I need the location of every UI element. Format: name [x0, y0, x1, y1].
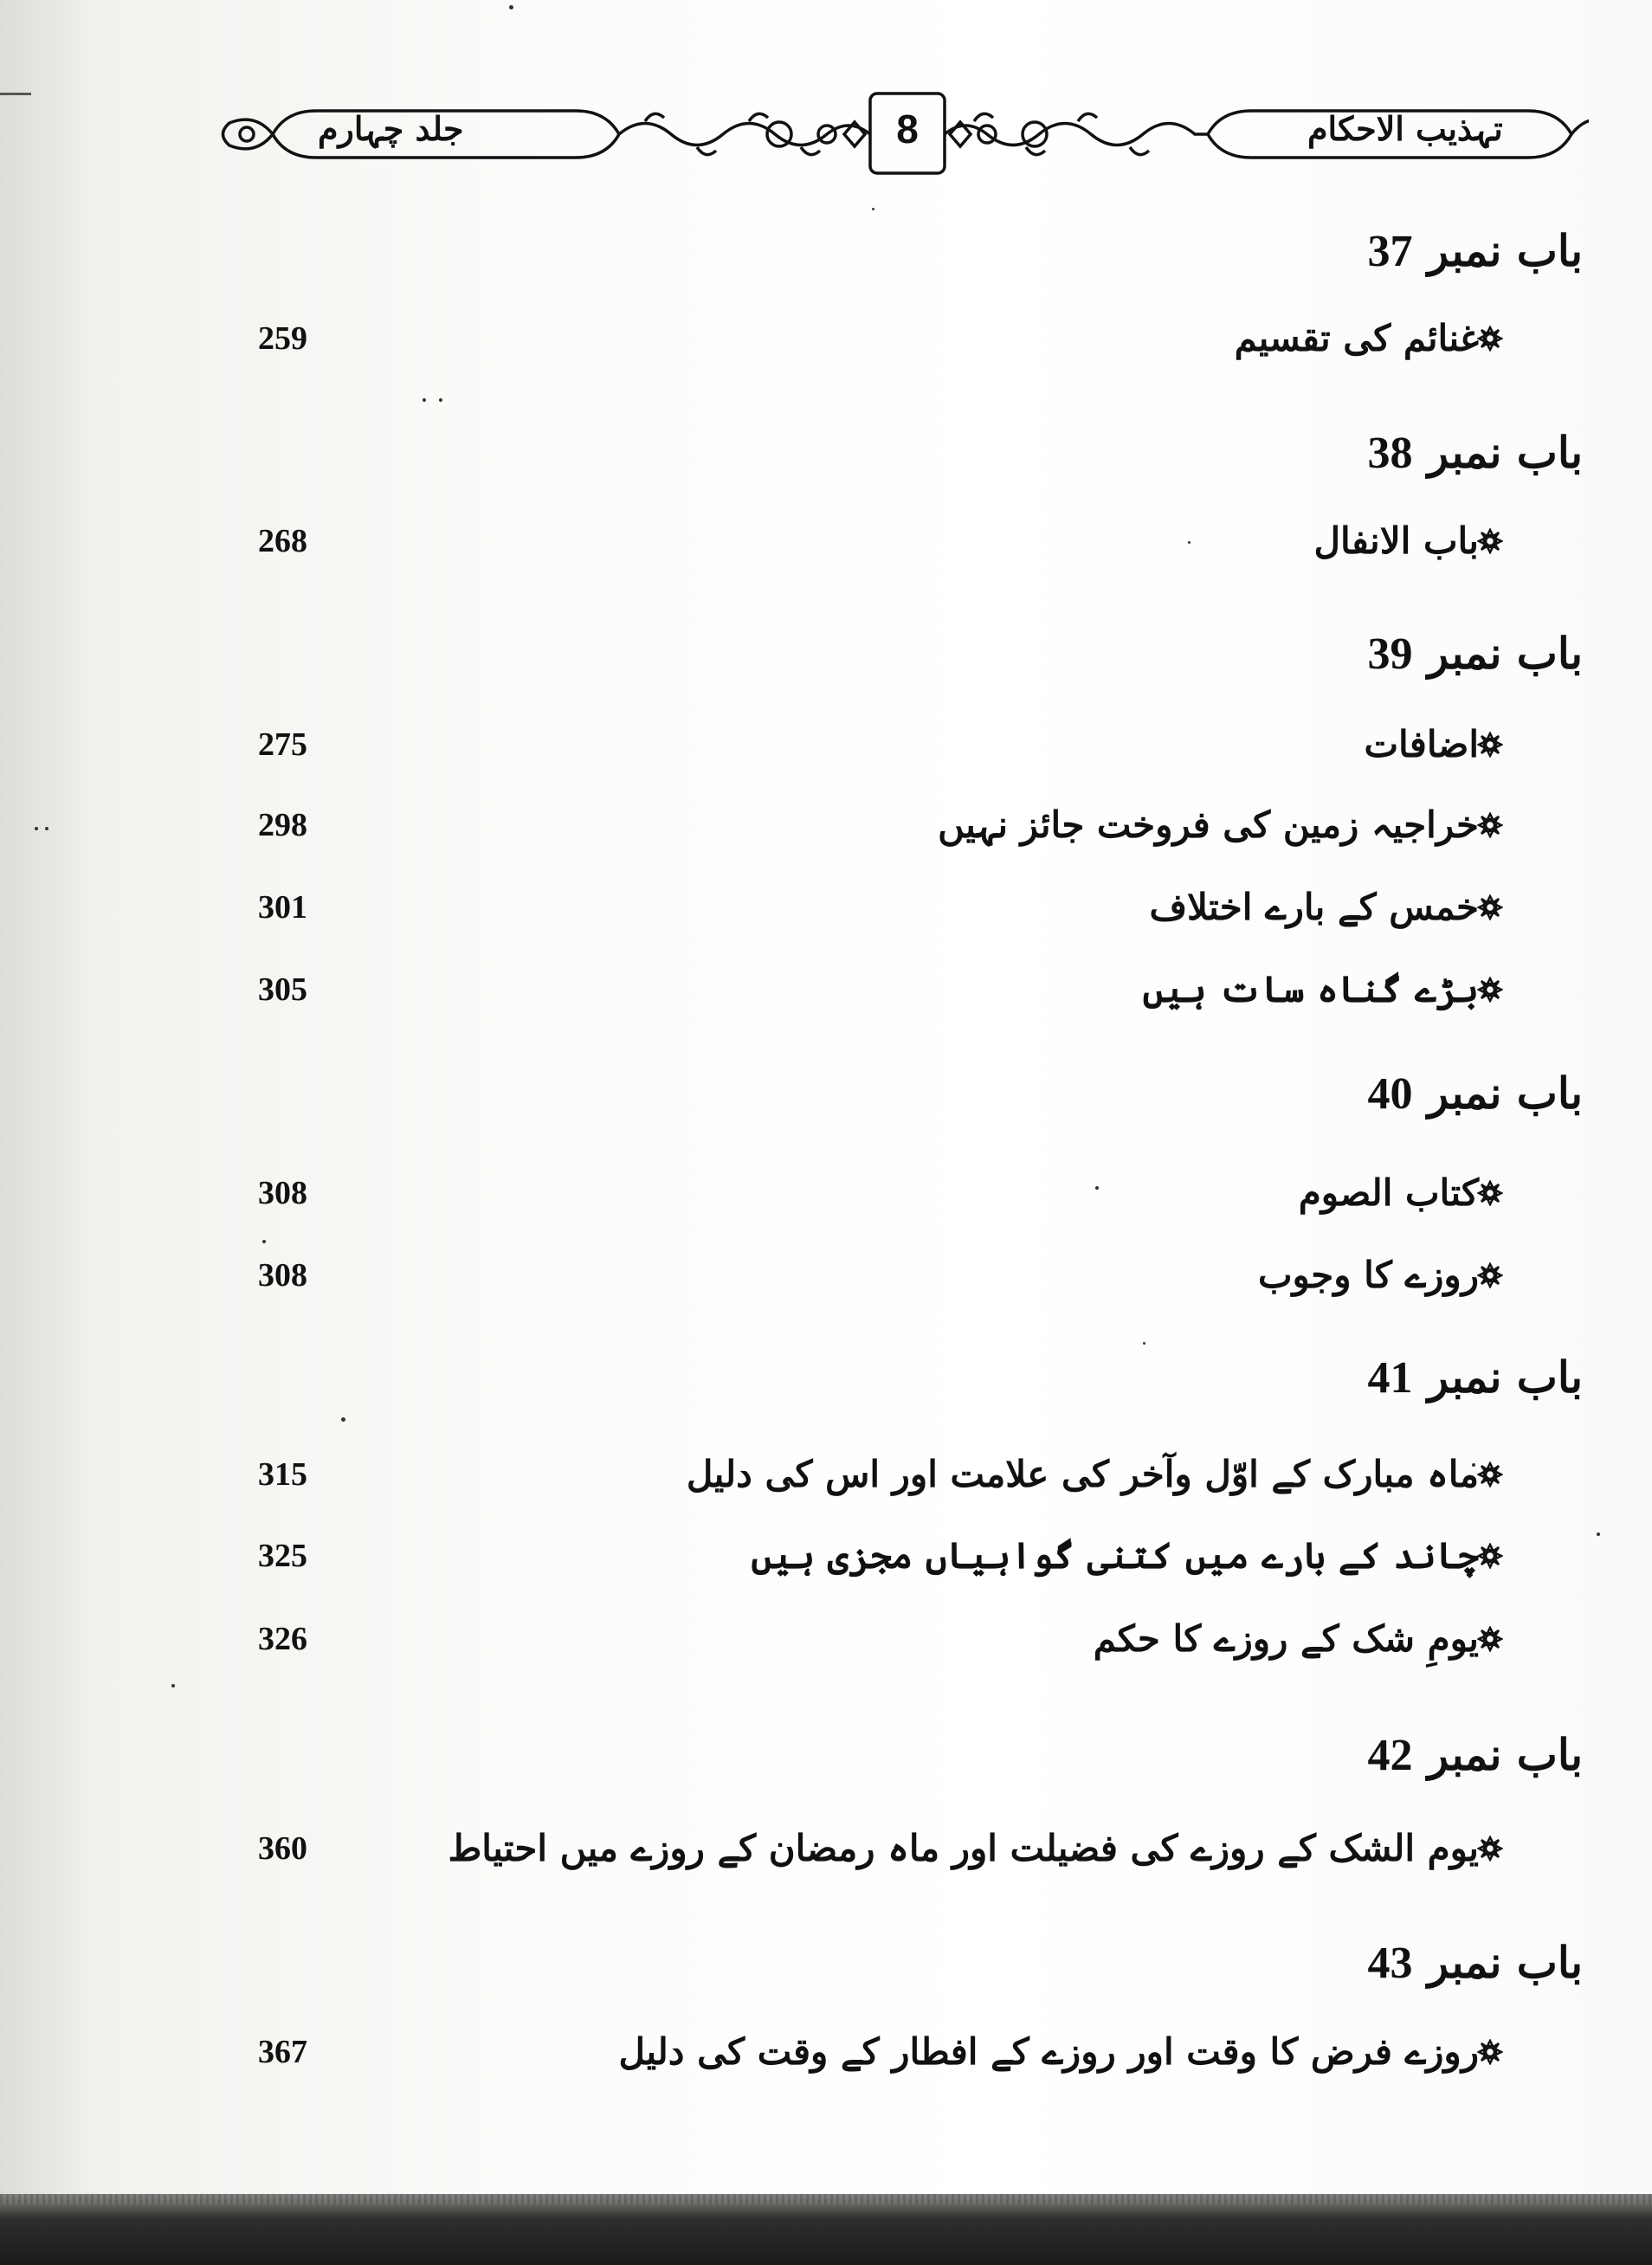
- chapter-number: 41: [1367, 1353, 1413, 1403]
- chapter-label: باب نمبر: [1427, 427, 1583, 478]
- entry-title: کتاب الصوم: [1298, 1171, 1479, 1214]
- entry-title: یومِ شک کے روزے کا حکم: [1093, 1617, 1479, 1660]
- toc-entry[interactable]: [0, 1609, 1652, 1669]
- toc-entry[interactable]: [0, 1245, 1652, 1306]
- entry-page-number: 326: [258, 1621, 307, 1657]
- scan-speck: [423, 398, 426, 402]
- toc-entry[interactable]: [0, 795, 1652, 855]
- flower-bullet-icon: [1477, 1626, 1503, 1652]
- scan-speck: [439, 398, 442, 402]
- chapter-heading: [1367, 623, 1583, 685]
- toc-entry[interactable]: [0, 1818, 1652, 1879]
- chapter-label: باب نمبر: [1427, 1937, 1583, 1988]
- entry-title: ماہ مبارک کے اوّل وآخر کی علامت اور اس کی دلیل: [686, 1453, 1479, 1495]
- toc-entry[interactable]: [0, 1526, 1652, 1586]
- entry-title: یوم الشک کے روزے کی فضیلت اور ماہ رمضان کے روزے میں احتیاط: [448, 1827, 1479, 1869]
- scan-speck: [341, 1417, 345, 1422]
- chapter-label: باب نمبر: [1427, 225, 1583, 276]
- flower-bullet-icon: [1477, 977, 1503, 1003]
- chapter-number: 37: [1367, 227, 1413, 276]
- chapter-heading: [1367, 221, 1583, 282]
- chapter-heading: [1367, 423, 1583, 484]
- entry-page-number: 301: [258, 889, 307, 926]
- scan-speck: [171, 1684, 175, 1687]
- entry-page-number: 315: [258, 1456, 307, 1493]
- flower-bullet-icon: [1477, 1543, 1503, 1569]
- chapter-number: 40: [1367, 1069, 1413, 1119]
- toc-entry[interactable]: [0, 877, 1652, 938]
- book-title: تہذیب الاحکام: [1307, 109, 1503, 148]
- entry-page-number: 367: [258, 2034, 307, 2070]
- scan-speck: [1143, 1342, 1145, 1345]
- chapter-number: 42: [1367, 1731, 1413, 1780]
- flower-bullet-icon: [1477, 812, 1503, 838]
- chapter-heading: [1367, 1347, 1583, 1409]
- chapter-number: 43: [1367, 1939, 1413, 1988]
- page-header: [212, 87, 1589, 182]
- scan-speck: [872, 208, 874, 210]
- entry-title: روزے فرض کا وقت اور روزے کے افطار کے وقت کی دلیل: [618, 2030, 1479, 2073]
- volume-title: جلد چہارم: [318, 109, 464, 148]
- flower-bullet-icon: [1477, 1262, 1503, 1288]
- flower-bullet-icon: [1477, 1462, 1503, 1487]
- toc-entry[interactable]: [0, 959, 1652, 1020]
- chapter-label: باب نمبر: [1427, 1352, 1583, 1403]
- flower-bullet-icon: [1477, 1180, 1503, 1206]
- chapter-heading: [1367, 1063, 1583, 1125]
- toc-entry[interactable]: [0, 714, 1652, 775]
- chapter-label: باب نمبر: [1427, 1068, 1583, 1119]
- chapter-label: باب نمبر: [1427, 1729, 1583, 1780]
- entry-page-number: 298: [258, 807, 307, 843]
- entry-page-number: 325: [258, 1538, 307, 1574]
- chapter-number: 39: [1367, 629, 1413, 679]
- flower-bullet-icon: [1477, 894, 1503, 920]
- chapter-heading: [1367, 1933, 1583, 1994]
- entry-page-number: 308: [258, 1257, 307, 1294]
- scan-speck: [262, 1240, 266, 1243]
- entry-title: روزے کا وجوب: [1258, 1254, 1479, 1296]
- entry-page-number: 268: [258, 523, 307, 559]
- flower-bullet-icon: [1477, 732, 1503, 758]
- entry-title: غنائم کی تقسیم: [1234, 317, 1479, 359]
- entry-title: باب الانفال: [1313, 519, 1479, 562]
- entry-page-number: 308: [258, 1175, 307, 1211]
- chapter-heading: [1367, 1725, 1583, 1786]
- scan-speck: [509, 5, 513, 10]
- entry-title: خمس کے بارے اختلاف: [1149, 886, 1479, 928]
- toc-entry[interactable]: [0, 511, 1652, 571]
- entry-page-number: 360: [258, 1830, 307, 1867]
- entry-title: بڑے گناہ سات ہیں: [1142, 968, 1479, 1010]
- entry-title: اضافات: [1364, 723, 1479, 765]
- toc-entry[interactable]: [0, 1444, 1652, 1505]
- toc-entry[interactable]: [0, 1163, 1652, 1223]
- entry-page-number: 275: [258, 726, 307, 763]
- flower-bullet-icon: [1477, 528, 1503, 554]
- scanner-shadow-band: [0, 2194, 1652, 2265]
- flower-bullet-icon: [1477, 326, 1503, 352]
- entry-title: چاند کے بارے میں کتنی گواہیاں مجزی ہیں: [751, 1534, 1479, 1577]
- chapter-number: 38: [1367, 429, 1413, 478]
- chapter-label: باب نمبر: [1427, 628, 1583, 679]
- toc-entry[interactable]: [0, 2022, 1652, 2082]
- page-number: 8: [896, 106, 919, 152]
- entry-page-number: 259: [258, 320, 307, 357]
- flower-bullet-icon: [1477, 1836, 1503, 1862]
- scan-edge-mark: [0, 93, 31, 95]
- flower-bullet-icon: [1477, 2039, 1503, 2065]
- entry-title: خراجیہ زمین کی فروخت جائز نہیں: [938, 803, 1479, 846]
- entry-page-number: 305: [258, 971, 307, 1008]
- toc-entry[interactable]: [0, 308, 1652, 369]
